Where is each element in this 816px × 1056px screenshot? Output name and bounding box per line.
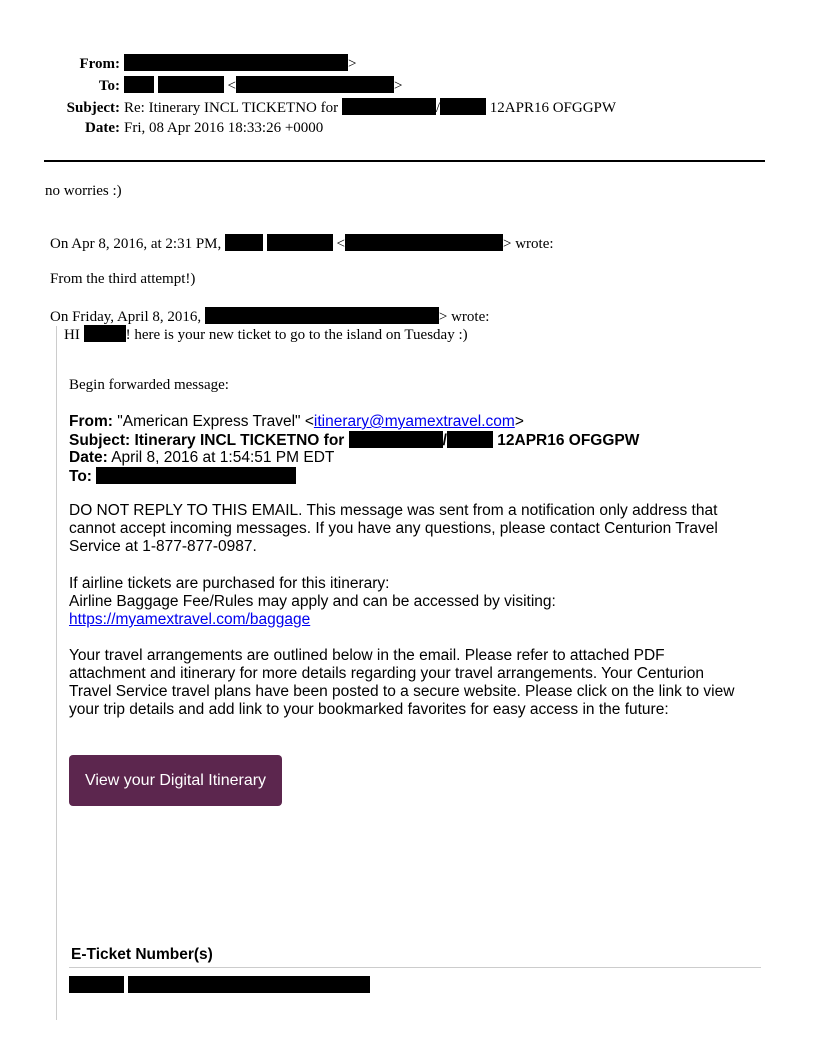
greeting-text: ! here is your new ticket to go to the island on Tuesday :) bbox=[125, 327, 468, 343]
quote1-attribution: On Apr 8, 2016, at 2:31 PM, < > wrote: bbox=[50, 236, 554, 252]
travel-line: attachment and itinerary for more details regarding your travel arrangements. Your Centurion bbox=[69, 665, 704, 682]
date-label: Date: bbox=[85, 120, 120, 136]
redaction bbox=[447, 431, 493, 448]
attr-text: On Apr 8, 2016, at 2:31 PM, bbox=[50, 236, 222, 252]
fwd-from-name: "American Express Travel" < bbox=[117, 413, 314, 430]
redaction bbox=[158, 76, 224, 93]
fwd-to-label: To: bbox=[69, 468, 92, 485]
header-divider bbox=[44, 160, 765, 162]
date-value: Fri, 08 Apr 2016 18:33:26 +0000 bbox=[124, 120, 324, 136]
eticket-numbers bbox=[69, 976, 370, 995]
redaction bbox=[124, 76, 154, 93]
reply-text: no worries :) bbox=[45, 183, 122, 199]
notice-line: DO NOT REPLY TO THIS EMAIL. This message was sent from a notification only address that bbox=[69, 502, 718, 519]
button-label: View your Digital Itinerary bbox=[84, 771, 267, 789]
subject-suffix: 12APR16 OFGGPW bbox=[489, 100, 617, 116]
wrote: wrote: bbox=[451, 309, 490, 325]
quote1-text: From the third attempt!) bbox=[50, 271, 196, 287]
to-label: To: bbox=[98, 78, 120, 94]
header-subject: Subject: Re: Itinerary INCL TICKETNO for / 12APR16 OFGGPW bbox=[0, 98, 616, 117]
quote2-attribution: On Friday, April 8, 2016, > wrote: bbox=[50, 309, 490, 325]
redaction bbox=[440, 98, 486, 115]
redaction bbox=[225, 234, 263, 251]
subject-label: Subject: bbox=[66, 100, 120, 116]
redaction bbox=[69, 976, 124, 993]
fwd-date bbox=[69, 449, 334, 467]
fwd-date-value: April 8, 2016 at 1:54:51 PM EDT bbox=[111, 449, 335, 466]
from-label: From: bbox=[79, 56, 120, 72]
forwarded-label: Begin forwarded message: bbox=[69, 377, 229, 393]
redaction bbox=[236, 76, 394, 93]
header-to: To: < > bbox=[0, 76, 402, 95]
redaction bbox=[267, 234, 333, 251]
hi: HI bbox=[64, 327, 80, 343]
fwd-subject-text: Itinerary INCL TICKETNO for bbox=[134, 432, 345, 449]
redaction bbox=[128, 976, 370, 993]
fwd-subject-label: Subject: bbox=[69, 432, 131, 449]
notice-line: Service at 1-877-877-0987. bbox=[69, 538, 257, 555]
fwd-subject: Subject: Itinerary INCL TICKETNO for / 12APR16 OFGGPW bbox=[69, 432, 640, 449]
travel-line: Travel Service travel plans have been posted to a secure website. Please click on the link to view bbox=[69, 683, 735, 700]
eticket-heading: E-Ticket Number(s) bbox=[71, 946, 213, 963]
header-date bbox=[0, 120, 323, 137]
eticket-divider bbox=[69, 967, 761, 968]
view-digital-itinerary-button[interactable] bbox=[69, 755, 282, 806]
baggage-line: If airline tickets are purchased for this itinerary: bbox=[69, 575, 390, 592]
header-from: From: > bbox=[0, 54, 356, 73]
greeting bbox=[64, 325, 468, 344]
redaction bbox=[345, 234, 503, 251]
wrote: wrote: bbox=[515, 236, 554, 252]
redaction bbox=[205, 307, 439, 324]
attr-text: On Friday, April 8, 2016, bbox=[50, 309, 202, 325]
travel-line: your trip details and add link to your bookmarked favorites for easy access in the future: bbox=[69, 701, 669, 718]
notice-line: cannot accept incoming messages. If you have any questions, please contact Centurion Travel bbox=[69, 520, 718, 537]
redaction bbox=[84, 325, 126, 342]
baggage-line: Airline Baggage Fee/Rules may apply and can be accessed by visiting: bbox=[69, 593, 556, 610]
fwd-from: From: "American Express Travel" <itinerary@myamextravel.com> bbox=[69, 413, 524, 430]
baggage-link[interactable]: https://myamextravel.com/baggage bbox=[69, 611, 311, 628]
fwd-to bbox=[69, 467, 296, 486]
redaction bbox=[349, 431, 443, 448]
redaction bbox=[124, 54, 348, 71]
fwd-from-email-link[interactable]: itinerary@myamextravel.com bbox=[313, 413, 515, 430]
redaction bbox=[342, 98, 436, 115]
travel-line: Your travel arrangements are outlined below in the email. Please refer to attached PDF bbox=[69, 647, 665, 664]
subject-text: Re: Itinerary INCL TICKETNO for bbox=[124, 100, 339, 116]
fwd-subject-suffix: 12APR16 OFGGPW bbox=[497, 432, 640, 449]
redaction bbox=[96, 467, 296, 484]
quote-bar bbox=[56, 326, 57, 1020]
fwd-date-label: Date: bbox=[69, 449, 108, 466]
fwd-from-label: From: bbox=[69, 413, 113, 430]
